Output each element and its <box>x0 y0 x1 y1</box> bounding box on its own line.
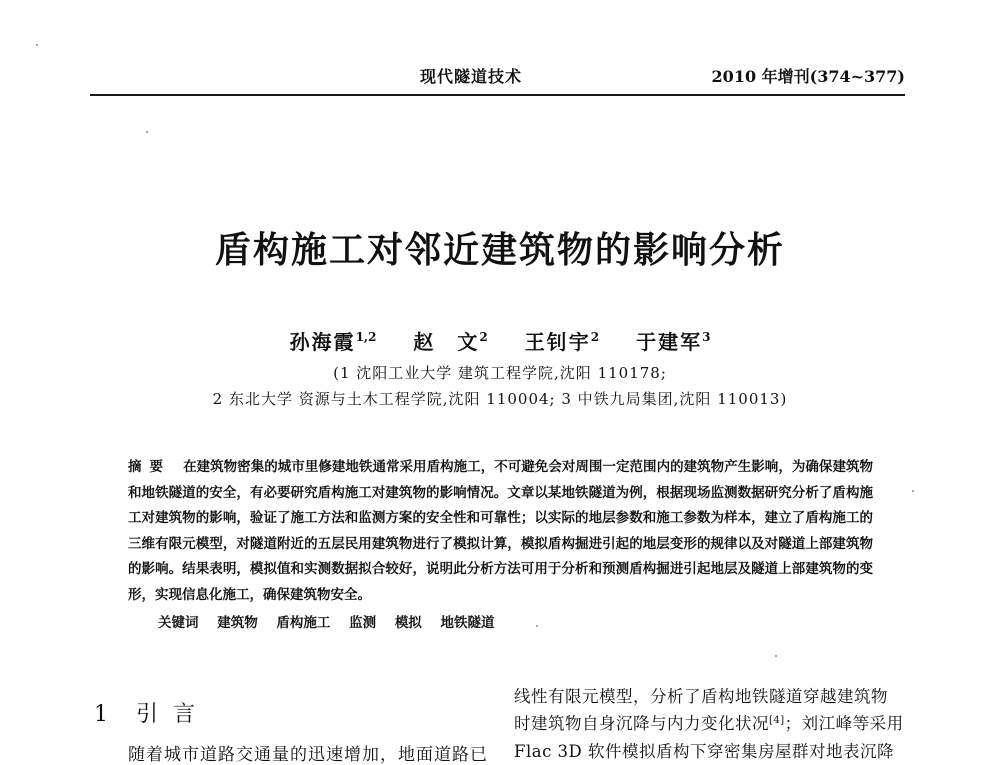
keyword: 盾构施工 <box>276 615 331 631</box>
keyword: 建筑物 <box>217 615 258 631</box>
body-line-right: 时建筑物自身沉降与内力变化状况[4]；刘江峰等采用 <box>514 714 904 733</box>
author-list <box>0 326 1000 355</box>
keyword: 地铁隧道 <box>440 615 495 631</box>
scan-speck <box>36 44 38 46</box>
section-number: 1 <box>94 702 112 727</box>
header-rule <box>90 94 905 96</box>
keyword: 模拟 <box>394 615 422 631</box>
abstract-label: 摘要 <box>128 459 172 475</box>
author: 赵 文$^2$ <box>413 330 488 354</box>
citation-ref: [4] <box>769 715 785 726</box>
body-line-right: 线性有限元模型，分析了盾构地铁隧道穿越建筑物 <box>514 687 888 706</box>
journal-name: 现代隧道技术 <box>420 67 523 86</box>
keyword: 监测 <box>349 615 377 631</box>
author: 王钊宇$^2$ <box>524 330 600 354</box>
section-title: 引 言 <box>136 702 199 727</box>
affiliation-line: (1 沈阳工业大学 建筑工程学院,沈阳 110178; <box>333 364 667 382</box>
affiliation-line: 2 东北大学 资源与土木工程学院,沈阳 110004; 3 中铁九局集团,沈阳 110013) <box>212 390 788 408</box>
keywords-label: 关键词 <box>158 615 199 631</box>
abstract <box>128 455 873 609</box>
author: 孙海霞$^{1,2}$ <box>289 330 377 354</box>
scan-speck <box>536 625 538 627</box>
body-paragraph-left: 随着城市道路交通量的迅速增加，地面道路已 <box>128 745 488 765</box>
paper-title: 盾构施工对邻近建筑物的影响分析 <box>214 229 785 271</box>
issue-info: 2010 年增刊(374~377) <box>711 67 905 86</box>
author: 于建军$^3$ <box>636 330 711 354</box>
body-line-right: Flac 3D 软件模拟盾构下穿密集房屋群对地表沉降 <box>514 742 895 761</box>
scan-speck <box>775 655 777 657</box>
scan-speck <box>912 490 914 492</box>
abstract-text: 在建筑物密集的城市里修建地铁通常采用盾构施工，不可避免会对周围一定范围内的建筑物产生影响，为确保建筑物和地铁隧道的安全，有必要研究盾构施工对建筑物的影响情况。文章以某地铁隧道为例，根据现场监测数据研究分析了盾构施工对建筑物的影响，验证了施工方法和监测方案的安全性和可靠性；以实际的地层参数和施工参数为样本，建立了盾构施工的三维有限元模型，对隧道附近的五层民用建筑物进行了模拟计算，模拟盾构掘进引起的地层变形的规律以及对隧道上部建筑物的影响。结果表明，模拟值和实测数据拟合较好，说明此分析方法可用于分析和预测盾构掘进引起地层及隧道上部建筑物的变形，实现信息化施工，确保建筑物安全。 <box>128 459 874 603</box>
keywords <box>158 611 495 631</box>
section-heading <box>94 697 199 728</box>
scan-speck <box>146 131 148 133</box>
